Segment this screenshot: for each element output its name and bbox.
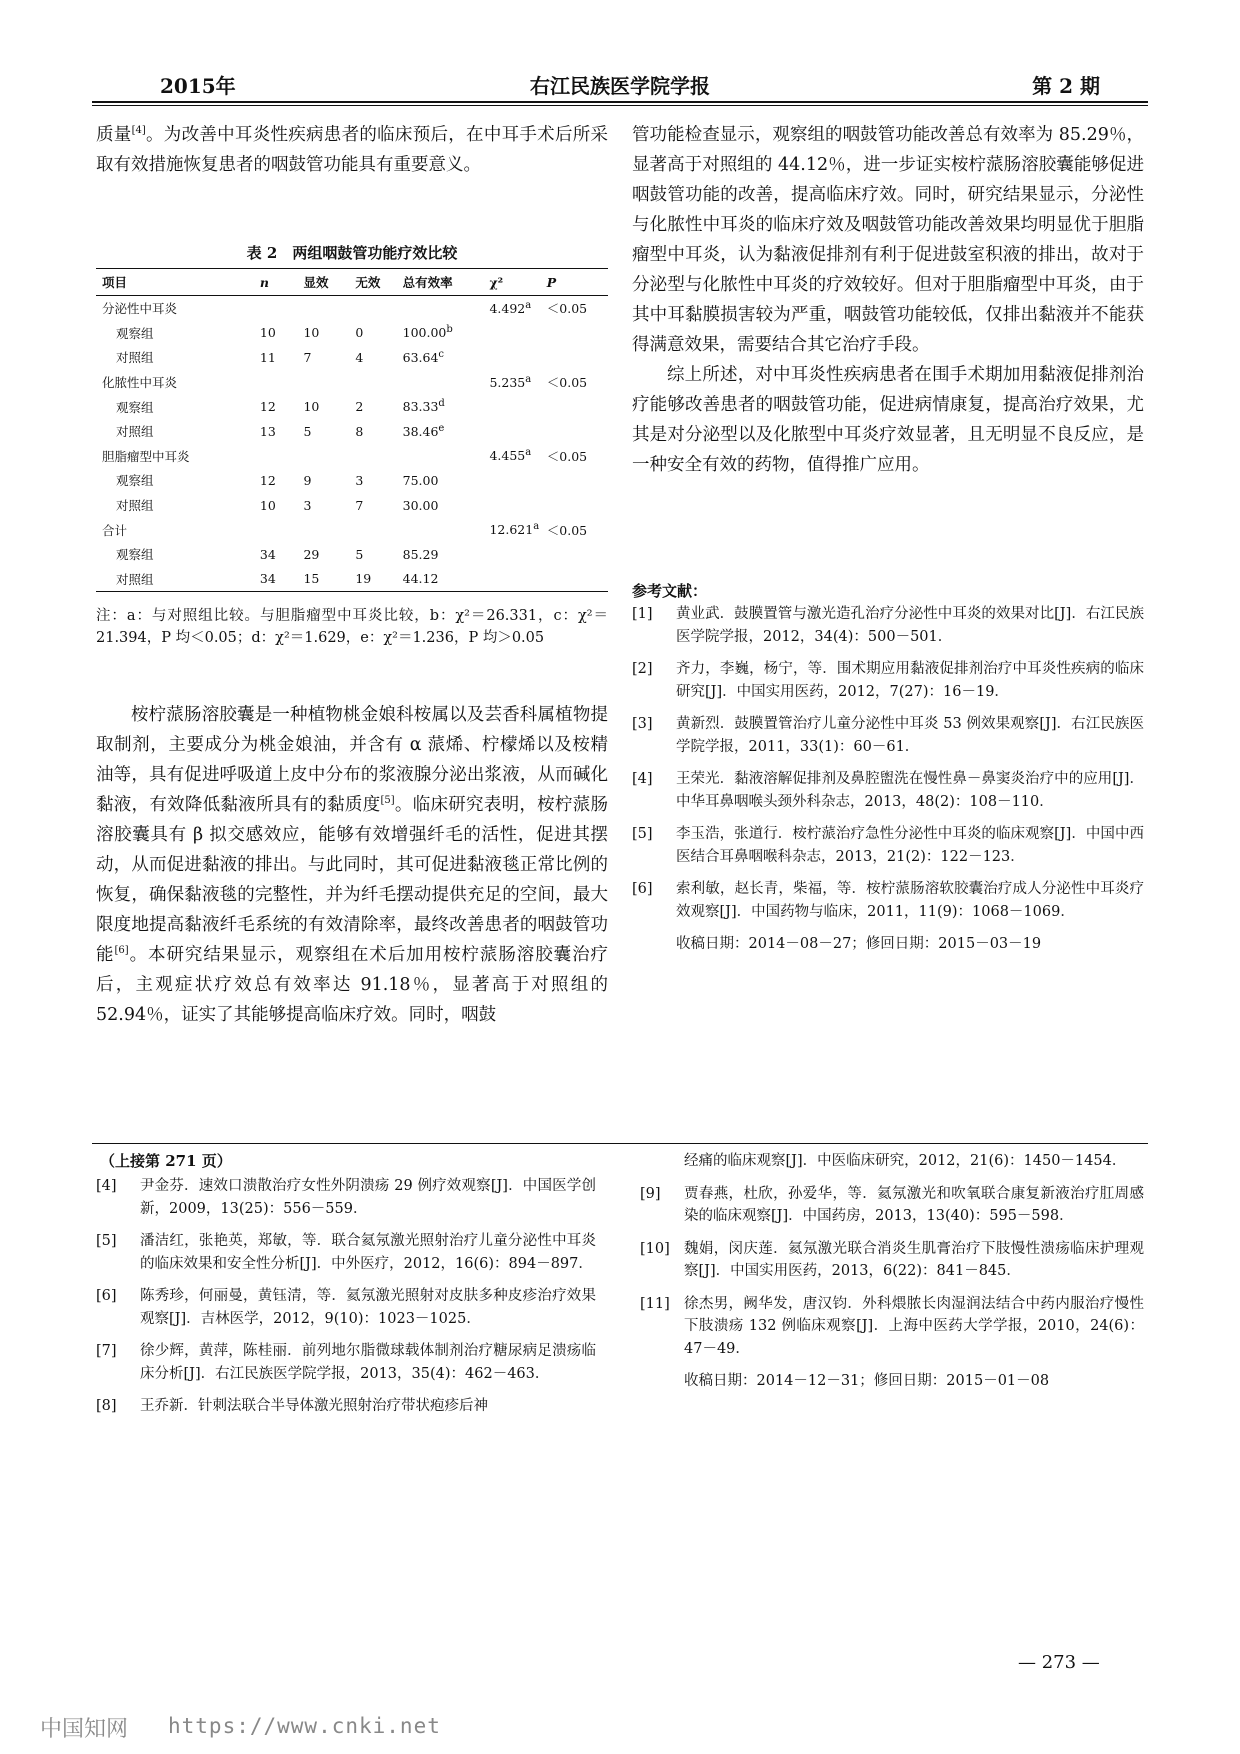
table-cell-chi [489, 567, 546, 592]
intro-paragraph [96, 120, 608, 180]
table-cell-chi: 4.455$^a$ [489, 447, 532, 464]
table-cell-n: 12 [259, 399, 276, 415]
table-header-cell: n [260, 269, 304, 296]
table-row [96, 419, 608, 444]
table-cell-rate: 30.00 [402, 497, 439, 513]
table-cell-xiao: 7 [303, 349, 312, 365]
reference-number: [5] [632, 826, 653, 842]
references-heading: 参考文献： [632, 582, 708, 600]
table-cell-xiao: 5 [303, 423, 312, 439]
table-row [96, 542, 608, 567]
table-cell-item: 观察组 [116, 399, 154, 415]
table-cell-item: 胆脂瘤型中耳炎 [102, 448, 190, 464]
table-cell-p: ＜0.05 [546, 301, 588, 317]
table-row [96, 370, 608, 395]
reference-item [640, 1293, 1144, 1361]
efficacy-table [96, 268, 608, 592]
intro-text-a: 质量 [96, 125, 132, 145]
received-date: 收稿日期：2014－12－31；修回日期：2015－01－08 [684, 1373, 1050, 1389]
table-cell-wu: 3 [355, 472, 364, 488]
table-cell-wu: 7 [355, 497, 364, 513]
table-cell-n: 34 [259, 546, 276, 562]
table-cell-xiao [303, 444, 355, 469]
table-cell-n: 10 [259, 325, 276, 341]
reference-text: 李玉浩，张道行．桉柠蒎治疗急性分泌性中耳炎的临床观察[J]．中国中西医结合耳鼻咽喉科杂志，2013，21(2)：122－123． [676, 826, 1144, 865]
table-cell-p [547, 321, 608, 346]
table-cell-chi [489, 345, 546, 370]
table-title: 表 2 两组咽鼓管功能疗效比较 [246, 244, 458, 262]
table-cell-item: 对照组 [116, 424, 154, 440]
continued-from-label: （上接第 271 页） [100, 1152, 232, 1170]
header-year: 2015年 [160, 74, 236, 98]
table-header-cell: 显效 [303, 269, 355, 296]
reference-list [632, 603, 1144, 956]
table-cell-xiao [303, 517, 355, 542]
table-cell-p [547, 419, 608, 444]
table-cell-item: 对照组 [96, 567, 260, 592]
reference-text: 魏娟，闵庆莲．氦氖激光联合消炎生肌膏治疗下肢慢性溃疡临床护理观察[J]．中国实用医药，2013，6(22)：841－845． [684, 1240, 1144, 1279]
reference-continuation: 经痛的临床观察[J]．中医临床研究，2012，21(6)：1450－1454． [684, 1153, 1127, 1169]
table-cell-wu: 0 [355, 325, 364, 341]
table-cell-wu: 5 [355, 546, 364, 562]
header-rule [92, 101, 1148, 103]
received-date: 收稿日期：2014－08－27；修回日期：2015－03－19 [676, 936, 1042, 952]
reference-item [96, 1230, 596, 1275]
reference-number: [7] [96, 1343, 117, 1359]
reference-item [96, 1175, 596, 1220]
table-cell-chi [489, 419, 546, 444]
table-header-cell: 总有效率 [403, 269, 490, 296]
table-cell-item: 观察组 [116, 473, 154, 489]
table-cell-rate: 38.46e [402, 422, 445, 439]
table-cell-rate: 75.00 [402, 472, 439, 488]
intro-text-b: 。为改善中耳炎性疾病患者的临床预后，在中耳手术后所采取有效措施恢复患者的咽鼓管功能具有重要意义。 [96, 125, 609, 175]
reference-item [96, 1395, 596, 1418]
table-cell-n: 11 [259, 349, 276, 365]
reference-item [640, 1238, 1144, 1283]
table-cell-xiao: 15 [303, 567, 355, 592]
body-text: 。临床研究表明，桉柠蒎肠溶胶囊具有 β 拟交感效应，能够有效增强纤毛的活性，促进其摆动，从而促进黏液的排出。与此同时，其可促进黏液毯正常比例的恢复，确保黏液毯的完整性，并为纤毛摆动提供充足的空间，最大限度地提高黏液纤毛系统的有效清除率，最终改善患者的咽鼓管功能 [96, 795, 609, 965]
section-divider [92, 1143, 1148, 1144]
reference-text: 徐杰男，阙华发，唐汉钧．外科煨脓长肉湿润法结合中药内服治疗慢性下肢溃疡 132 例临床观察[J]．上海中医药大学学报，2010，24(6)：47－49． [684, 1295, 1144, 1357]
table-cell-n: 10 [259, 497, 276, 513]
table-cell-chi [489, 493, 546, 518]
table-cell-item: 分泌性中耳炎 [102, 301, 178, 317]
continued-reference-list-left [96, 1175, 596, 1428]
table-cell-wu [355, 444, 402, 469]
table-cell-chi [489, 321, 546, 346]
reference-text: 王乔新．针刺法联合半导体激光照射治疗带状疱疹后神 [140, 1398, 488, 1414]
reference-number: [5] [96, 1233, 117, 1249]
citation: [6] [114, 945, 129, 957]
table-cell-n [260, 517, 304, 542]
conclusion-paragraph: 综上所述，对中耳炎性疾病患者在围手术期加用黏液促排剂治疗能够改善患者的咽鼓管功能，促进病情康复，提高治疗效果，尤其是对分泌型以及化脓型中耳炎疗效显著，且无明显不良反应，是一种安全有效的药物，值得推广应用。 [632, 365, 1144, 475]
reference-text: 黄新烈．鼓膜置管治疗儿童分泌性中耳炎 53 例效果观察[J]．右江民族医学院学报，2011，33(1)：60－61． [676, 716, 1144, 755]
table-cell-wu: 19 [355, 567, 402, 592]
table-cell-rate: 85.29 [402, 546, 439, 562]
table-header-cell: 项目 [96, 269, 260, 296]
table-cell-chi [489, 468, 546, 493]
table-cell-xiao: 29 [303, 546, 320, 562]
reference-item [632, 658, 1144, 703]
reference-item [640, 1183, 1144, 1228]
reference-text: 潘洁红，张艳英，郑敏，等．联合氦氖激光照射治疗儿童分泌性中耳炎的临床效果和安全性分析[J]．中外医疗，2012，16(6)：894－897． [140, 1233, 596, 1272]
table-cell-n: 34 [260, 567, 304, 592]
body-text: 。本研究结果显示，观察组在术后加用桉柠蒎肠溶胶囊治疗后，主观症状疗效总有效率达 91.18％，显著高于对照组的 52.94％，证实了其能够提高临床疗效。同时，咽鼓 [96, 945, 609, 1025]
table-cell-chi: 4.492$^a$ [489, 299, 532, 316]
reference-number: [3] [632, 716, 653, 732]
table-cell-chi: 5.235$^a$ [489, 373, 532, 390]
table-cell-rate: 44.12 [403, 567, 490, 592]
table-cell-xiao [303, 370, 355, 395]
table-cell-item: 化脓性中耳炎 [102, 375, 178, 391]
table-cell-xiao: 9 [303, 472, 312, 488]
reference-item [632, 878, 1144, 923]
reference-text: 陈秀珍，何丽曼，黄钰清，等．氦氖激光照射对皮肤多种皮疹治疗效果观察[J]．吉林医学，2012，9(10)：1023－1025． [140, 1288, 596, 1327]
page-number: — 273 — [1018, 1652, 1100, 1673]
citation: [5] [380, 795, 395, 807]
reference-item [632, 768, 1144, 813]
table-cell-xiao: 10 [303, 325, 320, 341]
table-cell-wu: 2 [355, 399, 364, 415]
table-cell-p [547, 345, 608, 370]
table-header-cell: P [547, 269, 608, 296]
table-cell-wu: 8 [355, 423, 364, 439]
reference-item [632, 603, 1144, 648]
table-cell-item: 观察组 [116, 325, 154, 341]
discussion-paragraph-left [96, 700, 608, 1030]
table-cell-rate [403, 444, 490, 469]
reference-item [96, 1285, 596, 1330]
citation: [4] [131, 125, 146, 137]
table-cell-p: ＜0.05 [546, 375, 588, 391]
reference-number: [8] [96, 1398, 117, 1414]
table-cell-chi: 12.621$^a$ [489, 520, 540, 538]
table-cell-item: 合计 [102, 522, 128, 538]
table-cell-rate [403, 517, 490, 542]
table-cell-rate [403, 296, 490, 321]
table-cell-p [547, 542, 608, 567]
table-cell-p [547, 394, 608, 419]
reference-number: [11] [640, 1295, 670, 1312]
table-cell-item: 观察组 [116, 547, 154, 563]
reference-text: 黄业武．鼓膜置管与激光造孔治疗分泌性中耳炎的效果对比[J]．右江民族医学院学报，2012，34(4)：500－501． [676, 606, 1144, 645]
discussion-right-column [632, 120, 1144, 480]
table-cell-p [547, 493, 608, 518]
table-header-row [96, 269, 608, 296]
table-note: 注：a：与对照组比较。与胆脂瘤型中耳炎比较，b：χ²＝26.331，c：χ²＝21.394，P 均＜0.05；d：χ²＝1.629，e：χ²＝1.236，P 均＞0.05 [96, 608, 608, 646]
reference-item [632, 823, 1144, 868]
table-cell-rate: 100.00$^b$ [402, 324, 453, 341]
table-cell-item: 对照组 [116, 350, 154, 366]
table-row [96, 394, 608, 419]
table-cell-xiao [303, 296, 355, 321]
table-cell-p [547, 468, 608, 493]
table-cell-wu: 4 [355, 349, 364, 365]
table-cell-p: ＜0.05 [546, 448, 588, 464]
table-header-cell: 无效 [355, 269, 402, 296]
table-row [96, 468, 608, 493]
table-row [96, 444, 608, 469]
reference-number: [9] [640, 1185, 661, 1202]
reference-text: 贾春燕，杜欣，孙爱华，等．氦氖激光和吹氧联合康复新液治疗肛周感染的临床观察[J]．中国药房，2013，13(40)：595－598． [684, 1185, 1144, 1224]
table-cell-wu [355, 370, 402, 395]
reference-number: [2] [632, 661, 653, 677]
table-cell-n [260, 296, 304, 321]
body-paragraph: 管功能检查显示，观察组的咽鼓管功能改善总有效率为 85.29％，显著高于对照组的 44.12％，进一步证实桉柠蒎肠溶胶囊能够促进咽鼓管功能的改善，提高临床疗效。同时，研究结果显示，分泌性与化脓性中耳炎的临床疗效及咽鼓管功能改善效果均明显优于胆脂瘤型中耳炎，认为黏液促排剂有利于促进鼓室积液的排出，故对于分泌型与化脓性中耳炎的疗效较好。但对于胆脂瘤型中耳炎，由于其中耳黏膜损害较为严重，咽鼓管功能较低，仅排出黏液并不能获得满意效果，需要结合其它治疗手段。 [632, 125, 1144, 355]
table-header-cell: χ² [489, 269, 546, 296]
reference-number: [4] [96, 1178, 117, 1194]
continued-reference-list-right [640, 1150, 1144, 1393]
table-cell-chi [489, 394, 546, 419]
table-cell-n: 12 [259, 472, 276, 488]
table-cell-p [547, 567, 608, 592]
table-cell-p: ＜0.05 [546, 522, 588, 538]
table-body [96, 296, 608, 592]
cnki-logo: 中国知网 [40, 1717, 129, 1742]
table-cell-rate: 83.33$^d$ [402, 398, 445, 415]
reference-item [632, 713, 1144, 758]
table-row [96, 296, 608, 321]
table-cell-n: 13 [259, 423, 276, 439]
table-row [96, 517, 608, 542]
header-issue: 第 2 期 [1032, 74, 1100, 98]
table-row [96, 567, 608, 592]
reference-text: 徐少辉，黄萍，陈桂丽．前列地尔脂微球载体制剂治疗糖尿病足溃疡临床分析[J]．右江民族医学院学报，2013，35(4)：462－463． [140, 1343, 596, 1382]
table-row [96, 493, 608, 518]
reference-text: 王荣光．黏液溶解促排剂及鼻腔盥洗在慢性鼻－鼻窦炎治疗中的应用[J]．中华耳鼻咽喉头颈外科杂志，2013，48(2)：108－110． [676, 771, 1144, 810]
table-cell-xiao: 3 [303, 497, 312, 513]
table-cell-rate: 63.64$^c$ [402, 348, 445, 365]
reference-text: 索利敏，赵长青，柴福，等．桉柠蒎肠溶软胶囊治疗成人分泌性中耳炎疗效观察[J]．中国药物与临床，2011，11(9)：1068－1069． [676, 881, 1144, 920]
table-cell-rate [403, 370, 490, 395]
reference-number: [1] [632, 606, 653, 622]
cnki-url[interactable]: https://www.cnki.net [168, 1714, 441, 1738]
reference-text: 齐力，李巍，杨宁，等．围术期应用黏液促排剂治疗中耳炎性疾病的临床研究[J]．中国实用医药，2012，7(27)：16－19． [676, 661, 1144, 700]
reference-item [96, 1340, 596, 1385]
table-row [96, 345, 608, 370]
header-rule-thin [92, 105, 1148, 106]
header-journal-title: 右江民族医学院学报 [530, 74, 710, 98]
table-cell-wu [355, 517, 402, 542]
reference-number: [4] [632, 771, 653, 787]
body-text: 桉柠蒎肠溶胶囊是一种植物桃金娘科桉属以及芸香科属植物提取制剂，主要成分为桃金娘油，并含有 α 蒎烯、柠檬烯以及桉精油等，具有促进呼吸道上皮中分布的浆液腺分泌出浆液，从而碱化黏液，有效降低黏液所具有的黏质度 [96, 705, 608, 815]
table-row [96, 321, 608, 346]
reference-text: 尹金芬．速效口溃散治疗女性外阴溃疡 29 例疗效观察[J]．中国医学创新，2009，13(25)：556－559． [140, 1178, 596, 1217]
table-cell-chi [489, 542, 546, 567]
reference-number: [6] [632, 881, 653, 897]
reference-number: [10] [640, 1240, 670, 1257]
table-cell-n [260, 444, 304, 469]
table-cell-wu [355, 296, 402, 321]
table-cell-xiao: 10 [303, 399, 320, 415]
reference-number: [6] [96, 1288, 117, 1304]
table-cell-item: 对照组 [116, 498, 154, 514]
table-cell-n [260, 370, 304, 395]
